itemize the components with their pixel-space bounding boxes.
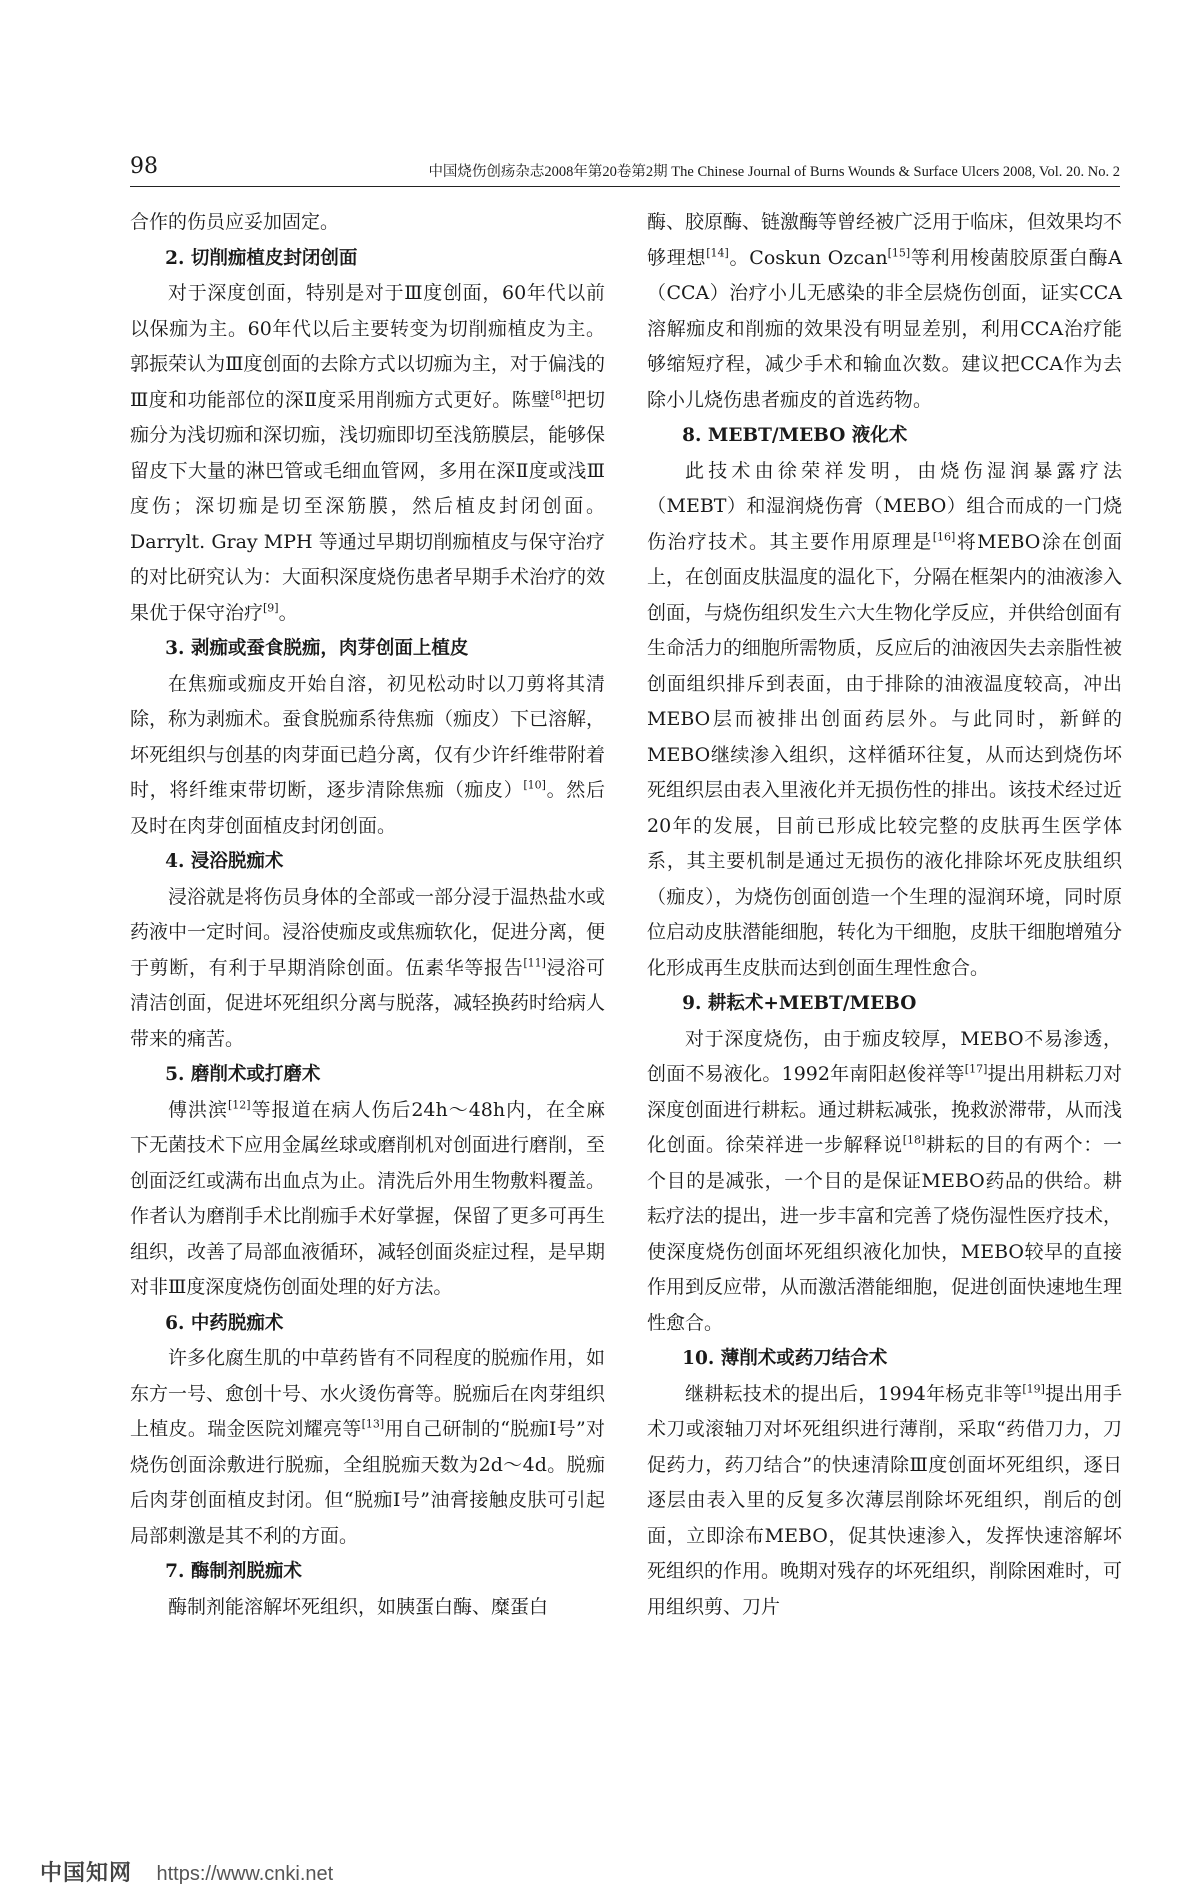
text-run: 将MEBO涂在创面上，在创面皮肤温度的温化下，分隔在框架内的油液渗入创面，与烧伤组织发生六大生物化学反应，并供给创面有生命活力的细胞所需物质，反应后的油液因失去亲脂性被创面组织排斥到表面，由于排除的油液温度较高，冲出MEBO层而被排出创面药层外。与此同时，新鲜的MEBO继续渗入组织，这样循环往复，从而达到烧伤坏死组织层由表入里液化并无损伤性的排出。该技术经过近20年的发展，目前已形成比较完整的皮肤再生医学体系，其主要机制是通过无损伤的液化排除坏死皮肤组织（痂皮），为烧伤创面创造一个生理的湿润环境，同时原位启动皮肤潜能细胞，转化为干细胞，皮肤干细胞增殖分化形成再生皮肤而达到创面生理性愈合。 (647, 530, 1123, 979)
left-column (130, 205, 605, 1625)
section-heading (130, 241, 605, 277)
cnki-logo: 中国知网 (40, 1860, 133, 1885)
paragraph (647, 454, 1122, 987)
text-run: 把切痂分为浅切痂和深切痂，浅切痂即切至浅筋膜层，能够保留皮下大量的淋巴管或毛细血管网，多用在深Ⅱ度或浅Ⅲ度伤；深切痂是切至深筋膜，然后植皮封闭创面。Darrylt. Gray MPH 等通过早期切削痂植皮与保守治疗的对比研究认为：大面积深度烧伤患者早期手术治疗的效果优于保守治疗 (130, 388, 606, 624)
text-run: 对于深度创面，特别是对于Ⅲ度创面，60年代以前以保痂为主。60年代以后主要转变为切削痂植皮为主。郭振荣认为Ⅲ度创面的去除方式以切痂为主，对于偏浅的Ⅲ度和功能部位的深Ⅱ度采用削痂方式更好。陈璧 (130, 282, 605, 411)
paragraph (130, 276, 605, 631)
paragraph (130, 880, 605, 1058)
citation-ref: [19] (1022, 1382, 1045, 1396)
citation-ref: [10] (523, 778, 546, 792)
text-run: 合作的伤员应妥加固定。 (130, 211, 340, 233)
citation-ref: [9] (263, 601, 279, 615)
section-heading (647, 986, 1122, 1022)
text-run: 3. 剥痂或蚕食脱痂，肉芽创面上植皮 (165, 638, 469, 659)
paragraph (130, 1590, 605, 1626)
text-run: 提出用手术刀或滚轴刀对坏死组织进行薄削，采取“药借刀力，刀促药力，药刀结合”的快速清除Ⅲ度创面坏死组织，逐日逐层由表入里的反复多次薄层削除坏死组织，削后的创面，立即涂布MEBO，促其快速渗入，发挥快速溶解坏死组织的作用。晚期对残存的坏死组织，削除困难时，可用组织剪、刀片 (647, 1382, 1123, 1618)
text-run: 浸浴可清洁创面，促进坏死组织分离与脱落，减轻换药时给病人带来的痛苦。 (130, 956, 606, 1050)
citation-ref: [14] (706, 246, 729, 260)
text-run: 对于深度烧伤，由于痂皮较厚，MEBO不易渗透，创面不易液化。1992年南阳赵俊祥等 (647, 1027, 1122, 1085)
text-run: 10. 薄削术或药刀结合术 (682, 1348, 888, 1369)
text-run: 耕耘的目的有两个：一个目的是减张，一个目的是保证MEBO药品的供给。耕耘疗法的提出，进一步丰富和完善了烧伤湿性医疗技术，使深度烧伤创面坏死组织液化加快，MEBO较早的直接作用到反应带，从而激活潜能细胞，促进创面快速地生理性愈合。 (647, 1134, 1123, 1334)
text-run: 许多化腐生肌的中草药皆有不同程度的脱痂作用，如东方一号、愈创十号、水火烫伤膏等。脱痂后在肉芽组织上植皮。瑞金医院刘耀亮等 (130, 1347, 606, 1440)
running-head: 中国烧伤创疡杂志2008年第20卷第2期 The Chinese Journal of Burns Wounds & Surface Ulcers 2008, Vol. 20. No. 2 (428, 164, 1120, 180)
text-run: 8. MEBT/MEBO 液化术 (682, 425, 908, 446)
text-run: 。 (278, 601, 298, 624)
paragraph (647, 1022, 1122, 1342)
text-run: 等报道在病人伤后24h～48h内，在全麻下无菌技术下应用金属丝球或磨削机对创面进行磨削，至创面泛红或满布出血点为止。清洗后外用生物敷料覆盖。作者认为磨削手术比削痂手术好掌握，保留了更多可再生组织，改善了局部血液循环，减轻创面炎症过程，是早期对非Ⅲ度深度烧伤创面处理的好方法。 (130, 1098, 606, 1298)
section-heading (130, 844, 605, 880)
text-run: 6. 中药脱痂术 (165, 1312, 284, 1334)
text-run: 5. 磨削术或打磨术 (165, 1064, 321, 1085)
citation-ref: [18] (902, 1133, 926, 1147)
text-run: 。然后及时在肉芽创面植皮封闭创面。 (130, 779, 605, 837)
section-heading (647, 1341, 1122, 1377)
paragraph (647, 1377, 1122, 1626)
section-heading (130, 631, 605, 667)
paragraph (130, 667, 605, 845)
text-run: 4. 浸浴脱痂术 (165, 851, 284, 872)
section-heading (130, 1057, 605, 1093)
section-heading (130, 1306, 605, 1342)
text-run: 继耕耘技术的提出后，1994年杨克非等 (685, 1382, 1023, 1405)
paragraph (130, 1093, 605, 1306)
text-run: 此技术由徐荣祥发明，由烧伤湿润暴露疗法（MEBT）和湿润烧伤膏（MEBO）组合而成的一门烧伤治疗技术。其主要作用原理是 (647, 459, 1122, 553)
text-run: 提出用耕耘刀对深度创面进行耕耘。通过耕耘减张，挽救淤滞带，从而浅化创面。徐荣祥进一步解释说 (647, 1063, 1123, 1156)
citation-ref: [15] (887, 246, 911, 260)
text-run: 浸浴就是将伤员身体的全部或一部分浸于温热盐水或药液中一定时间。浸浴使痂皮或焦痂软化，促进分离，便于剪断，有利于早期消除创面。伍素华等报告 (130, 885, 606, 979)
text-run: 用自己研制的“脱痂Ⅰ号”对烧伤创面涂敷进行脱痂，全组脱痂天数为2d～4d。脱痂后肉芽创面植皮封闭。但“脱痂Ⅰ号”油膏接触皮肤可引起局部刺激是其不利的方面。 (130, 1418, 605, 1547)
citation-ref: [13] (361, 1417, 385, 1431)
paragraph (130, 205, 605, 241)
right-column (647, 205, 1122, 1625)
page-header (130, 154, 1120, 187)
paragraph (130, 1341, 605, 1554)
citation-ref: [16] (932, 530, 956, 544)
page-number: 98 (130, 154, 158, 179)
text-run: 9. 耕耘术+MEBT/MEBO (682, 993, 917, 1014)
text-run: 傅洪滨 (168, 1098, 228, 1121)
text-run: 酶制剂能溶解坏死组织，如胰蛋白酶、糜蛋白 (168, 1595, 549, 1618)
paragraph (647, 205, 1122, 418)
text-run: 。Coskun Ozcan (728, 246, 888, 269)
text-run: 在焦痂或痂皮开始自溶，初见松动时以刀剪将其清除，称为剥痂术。蚕食脱痂系待焦痂（痂皮）下已溶解，坏死组织与创基的肉芽面已趋分离，仅有少许纤维带附着时，将纤维束带切断，逐步清除焦痂（痂皮） (130, 672, 606, 801)
citation-ref: [17] (964, 1062, 988, 1076)
citation-ref: [11] (523, 956, 546, 970)
citation-ref: [12] (227, 1098, 251, 1112)
section-heading (130, 1554, 605, 1590)
text-run: 7. 酶制剂脱痂术 (165, 1561, 302, 1582)
text-run: 2. 切削痂植皮封闭创面 (165, 247, 358, 269)
section-heading (647, 418, 1122, 454)
text-run: 等利用梭菌胶原蛋白酶A（CCA）治疗小儿无感染的非全层烧伤创面，证实CCA溶解痂皮和削痂的效果没有明显差别，利用CCA治疗能够缩短疗程，减少手术和输血次数。建议把CCA作为去除小儿烧伤患者痂皮的首选药物。 (647, 246, 1122, 411)
citation-ref: [8] (550, 388, 567, 402)
source-url[interactable]: https://www.cnki.net (156, 1863, 334, 1885)
page-footer (40, 1856, 333, 1886)
text-run: 酶、胶原酶、链激酶等曾经被广泛用于临床，但效果均不够理想 (647, 211, 1123, 269)
